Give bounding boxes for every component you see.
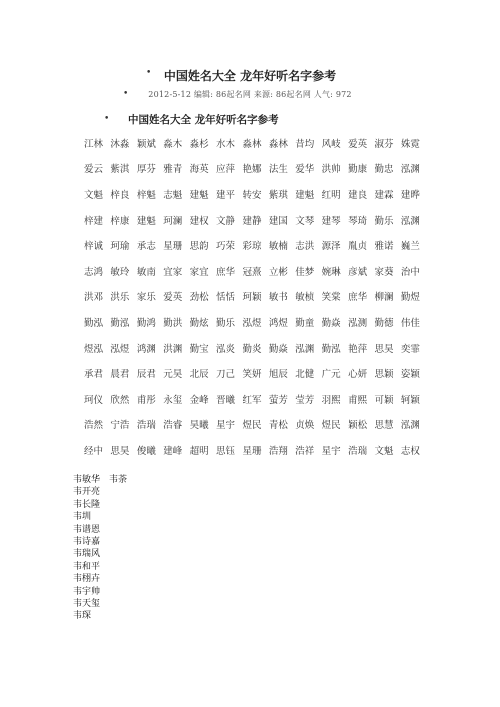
name-cell: 庶华	[348, 292, 368, 304]
name-cell: 宜家	[163, 266, 183, 278]
name-cell: 建平	[216, 189, 236, 201]
name-cell: 爱英	[163, 292, 183, 304]
list-item-name: 韦荼	[109, 475, 128, 485]
list-item	[73, 598, 273, 610]
name-cell: 心妍	[348, 369, 368, 381]
name-cell: 梓良	[110, 189, 130, 201]
name-cell: 家葵	[374, 266, 394, 278]
meta-info: 2012-5-12 编辑: 86起名网 来源: 86起名网 人气: 972	[148, 90, 352, 99]
name-cell: 洪邓	[84, 292, 104, 304]
name-cell: 勤炎	[242, 343, 262, 355]
name-cell: 敏桢	[295, 292, 315, 304]
name-cell: 水木	[216, 138, 236, 150]
name-cell: 浩睿	[163, 420, 183, 432]
name-cell: 勤洪	[163, 317, 183, 329]
name-cell: 煜民	[321, 420, 341, 432]
name-cell: 煜泓	[84, 343, 104, 355]
name-cell: 勤泓	[321, 343, 341, 355]
name-cell: 敏楠	[268, 241, 288, 253]
name-cell: 青松	[268, 420, 288, 432]
name-cell: 北健	[295, 369, 315, 381]
name-cell: 建良	[348, 189, 368, 201]
name-cell: 星宇	[321, 445, 341, 457]
name-cell: 梓诚	[84, 241, 104, 253]
name-cell: 永玺	[163, 394, 183, 406]
name-cell: 敏南	[136, 266, 156, 278]
name-cell: 珂瑜	[110, 241, 130, 253]
name-cell: 淼林	[268, 138, 288, 150]
name-cell: 思慧	[374, 420, 394, 432]
name-grid	[84, 130, 420, 463]
name-cell: 巍兰	[400, 241, 420, 253]
name-cell: 羽熙	[321, 394, 341, 406]
name-row	[84, 181, 420, 207]
name-cell: 思昊	[374, 343, 394, 355]
name-cell: 笑棠	[321, 292, 341, 304]
list-item-name: 韦宇帅	[73, 586, 101, 597]
name-cell: 宁浩	[110, 420, 130, 432]
name-cell: 梓康	[110, 215, 130, 227]
name-cell: 雅诺	[374, 241, 394, 253]
name-cell: 欣然	[110, 394, 130, 406]
name-cell: 淑芬	[374, 138, 394, 150]
name-cell: 建霖	[374, 189, 394, 201]
name-cell: 颖斌	[136, 138, 156, 150]
name-cell: 思钰	[216, 445, 236, 457]
bullet-2: •	[123, 89, 129, 99]
name-cell: 勤泓	[110, 317, 130, 329]
name-cell: 笑妍	[242, 369, 262, 381]
name-row	[84, 207, 420, 233]
name-cell: 建晔	[400, 189, 420, 201]
name-cell: 淼木	[163, 138, 183, 150]
name-row	[84, 130, 420, 156]
name-cell: 浩翔	[268, 445, 288, 457]
name-cell: 勤童	[295, 317, 315, 329]
list-item	[73, 573, 273, 585]
name-cell: 治中	[400, 266, 420, 278]
name-cell: 鸿渊	[136, 343, 156, 355]
name-cell: 思颖	[374, 369, 394, 381]
list-item-name: 韦和平	[73, 561, 101, 572]
name-cell: 梓建	[84, 215, 104, 227]
name-cell: 勤炫	[189, 317, 209, 329]
list-item	[73, 561, 273, 573]
name-cell: 勤煜	[400, 292, 420, 304]
name-cell: 冠熹	[242, 266, 262, 278]
name-cell: 红军	[242, 394, 262, 406]
name-cell: 雅青	[163, 164, 183, 176]
name-cell: 泓渊	[400, 164, 420, 176]
name-cell: 北辰	[189, 369, 209, 381]
name-cell: 洪乐	[110, 292, 130, 304]
name-cell: 海英	[189, 164, 209, 176]
name-cell: 勤忠	[374, 164, 394, 176]
list-item	[73, 586, 273, 598]
name-cell: 星珊	[163, 241, 183, 253]
name-row	[84, 386, 420, 412]
name-cell: 泓测	[348, 317, 368, 329]
name-cell: 文魁	[374, 445, 394, 457]
name-cell: 志鸿	[84, 266, 104, 278]
name-cell: 厚芬	[136, 164, 156, 176]
name-cell: 浩瑞	[348, 445, 368, 457]
name-cell: 源泽	[321, 241, 341, 253]
name-cell: 勤泓	[84, 317, 104, 329]
list-item	[73, 511, 273, 523]
name-cell: 江林	[84, 138, 104, 150]
name-cell: 经中	[84, 445, 104, 457]
name-cell: 珂仪	[84, 394, 104, 406]
name-cell: 风岐	[321, 138, 341, 150]
name-cell: 柳澜	[374, 292, 394, 304]
name-cell: 可颖	[374, 394, 394, 406]
list-item	[73, 536, 273, 548]
name-cell: 志魁	[163, 189, 183, 201]
name-cell: 志权	[400, 445, 420, 457]
name-cell: 姿颖	[400, 369, 420, 381]
name-row	[84, 284, 420, 310]
name-row	[84, 437, 420, 463]
document-title: 中国姓名大全 龙年好听名字参考	[163, 69, 337, 83]
name-cell: 胤贞	[348, 241, 368, 253]
name-row	[84, 360, 420, 386]
name-cell: 婉琳	[321, 266, 341, 278]
name-row	[84, 232, 420, 258]
name-cell: 晨君	[110, 369, 130, 381]
name-cell: 建魁	[295, 189, 315, 201]
name-cell: 建魁	[136, 215, 156, 227]
name-cell: 勤鸿	[136, 317, 156, 329]
name-cell: 勤德	[374, 317, 394, 329]
name-cell: 泓煜	[110, 343, 130, 355]
name-cell: 勤乐	[216, 317, 236, 329]
name-cell: 敏玲	[110, 266, 130, 278]
name-cell: 承君	[84, 369, 104, 381]
name-cell: 敏书	[268, 292, 288, 304]
name-cell: 刀己	[216, 369, 236, 381]
name-cell: 佳梦	[295, 266, 315, 278]
name-cell: 紫琪	[268, 189, 288, 201]
name-cell: 法生	[268, 164, 288, 176]
list-item	[73, 524, 273, 536]
name-cell: 超明	[189, 445, 209, 457]
name-cell: 勤康	[348, 164, 368, 176]
list-item	[73, 486, 273, 498]
name-cell: 泓炎	[216, 343, 236, 355]
name-cell: 轲颖	[400, 394, 420, 406]
name-cell: 爱英	[348, 138, 368, 150]
name-cell: 浩祥	[295, 445, 315, 457]
bullet-3: •	[104, 114, 110, 124]
name-cell: 文琴	[295, 215, 315, 227]
name-cell: 奕霏	[400, 343, 420, 355]
list-item	[73, 499, 273, 511]
name-cell: 勤焱	[321, 317, 341, 329]
name-cell: 珂颖	[242, 292, 262, 304]
name-cell: 广元	[321, 369, 341, 381]
name-cell: 星宇	[216, 420, 236, 432]
name-cell: 泓渊	[400, 420, 420, 432]
name-cell: 泓渊	[295, 343, 315, 355]
name-cell: 姝霓	[400, 138, 420, 150]
name-cell: 思昊	[110, 445, 130, 457]
name-cell: 建静	[242, 215, 262, 227]
name-cell: 应萍	[216, 164, 236, 176]
name-cell: 俊曦	[136, 445, 156, 457]
name-cell: 莹芳	[295, 394, 315, 406]
name-cell: 晋曦	[216, 394, 236, 406]
list-item	[73, 610, 273, 622]
name-cell: 元昊	[163, 369, 183, 381]
name-cell: 甫熙	[348, 394, 368, 406]
name-cell: 庶华	[216, 266, 236, 278]
name-cell: 转安	[242, 189, 262, 201]
list-item	[73, 548, 273, 560]
name-row	[84, 412, 420, 438]
list-item-name: 韦敏华	[73, 475, 101, 485]
name-cell: 家乐	[136, 292, 156, 304]
name-cell: 金峰	[189, 394, 209, 406]
name-cell: 爱华	[295, 164, 315, 176]
name-cell: 爱云	[84, 164, 104, 176]
name-cell: 昔均	[295, 138, 315, 150]
name-cell: 承志	[136, 241, 156, 253]
name-cell: 文魁	[84, 189, 104, 201]
name-cell: 洪渊	[163, 343, 183, 355]
name-cell: 巧荣	[216, 241, 236, 253]
list-item-name: 韦栩卉	[73, 574, 101, 585]
name-cell: 颖松	[348, 420, 368, 432]
name-cell: 甫彤	[136, 394, 156, 406]
name-cell: 昊曦	[189, 420, 209, 432]
name-cell: 辰君	[136, 369, 156, 381]
list-item-name: 韦琛	[73, 611, 92, 622]
name-cell: 伟佳	[400, 317, 420, 329]
name-cell: 劲松	[189, 292, 209, 304]
bullet-1: •	[146, 68, 152, 78]
bottom-name-list	[73, 474, 273, 623]
name-row	[84, 309, 420, 335]
name-cell: 鸿煜	[268, 317, 288, 329]
name-cell: 洪帅	[321, 164, 341, 176]
name-cell: 志洪	[295, 241, 315, 253]
name-cell: 立彬	[268, 266, 288, 278]
name-cell: 建琴	[321, 215, 341, 227]
list-item	[73, 474, 273, 486]
list-item-name: 韦瑞风	[73, 549, 101, 560]
section-title: 中国姓名大全 龙年好听名字参考	[128, 114, 279, 126]
name-cell: 彦斌	[348, 266, 368, 278]
name-cell: 紫淇	[110, 164, 130, 176]
name-cell: 星珊	[242, 445, 262, 457]
name-cell: 贞焕	[295, 420, 315, 432]
name-cell: 煜民	[242, 420, 262, 432]
list-item-name: 韦谱恩	[73, 524, 101, 535]
name-cell: 建国	[268, 215, 288, 227]
name-cell: 建峰	[163, 445, 183, 457]
name-cell: 勤乐	[374, 215, 394, 227]
name-cell: 泓渊	[400, 215, 420, 227]
name-cell: 泓煜	[242, 317, 262, 329]
name-cell: 勤焱	[268, 343, 288, 355]
name-cell: 思韵	[189, 241, 209, 253]
name-cell: 勤宝	[189, 343, 209, 355]
name-cell: 珂澜	[163, 215, 183, 227]
name-cell: 家宜	[189, 266, 209, 278]
list-item-name: 韦长隆	[73, 499, 101, 510]
name-cell: 恬恬	[216, 292, 236, 304]
list-item-name: 韦开亮	[73, 487, 101, 498]
name-cell: 淼林	[242, 138, 262, 150]
name-cell: 艳娜	[242, 164, 262, 176]
list-item-name: 韦圳	[73, 512, 92, 523]
name-cell: 建权	[189, 215, 209, 227]
name-row	[84, 258, 420, 284]
name-cell: 梓魁	[136, 189, 156, 201]
name-row	[84, 156, 420, 182]
list-item-name: 韦诗嘉	[73, 536, 101, 547]
name-cell: 彩琼	[242, 241, 262, 253]
name-cell: 沐淼	[110, 138, 130, 150]
name-cell: 萤芳	[268, 394, 288, 406]
name-cell: 淼杉	[189, 138, 209, 150]
name-cell: 浩瑞	[136, 420, 156, 432]
name-cell: 艳萍	[348, 343, 368, 355]
name-cell: 红明	[321, 189, 341, 201]
name-cell: 琴琦	[348, 215, 368, 227]
name-row	[84, 335, 420, 361]
list-item-name: 韦天玺	[73, 598, 101, 609]
name-cell: 文静	[216, 215, 236, 227]
name-cell: 浩然	[84, 420, 104, 432]
name-cell: 旭辰	[268, 369, 288, 381]
name-cell: 建魁	[189, 189, 209, 201]
